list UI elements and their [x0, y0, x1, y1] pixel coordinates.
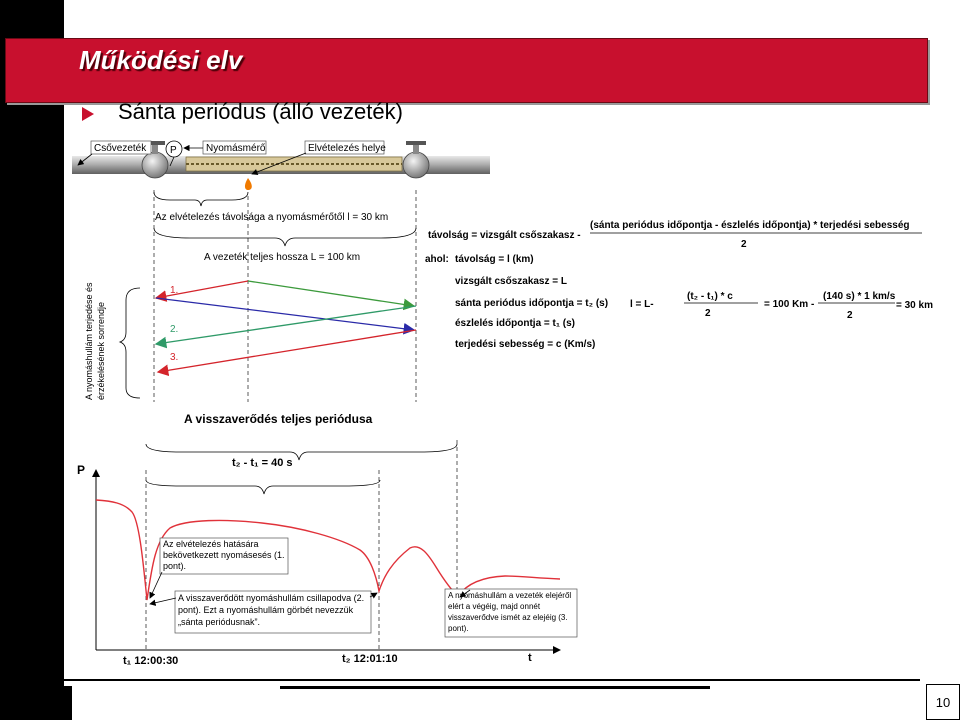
footer-rule — [64, 679, 920, 681]
t1-label: t₁ 12:00:30 — [123, 655, 179, 667]
gauge-label: Nyomásmérő — [206, 143, 266, 154]
total-length-label: A vezeték teljes hossza L = 100 km — [204, 252, 361, 263]
wave-arrow-3 — [158, 330, 416, 372]
vertical-axis-label — [84, 282, 106, 400]
def-t2: sánta periódus időpontja = t₂ (s) — [455, 298, 609, 309]
calc-frac2-den: 2 — [847, 310, 853, 321]
def-speed: terjedési sebesség = c (Km/s) — [455, 339, 596, 350]
pressure-symbol: P — [170, 145, 177, 156]
footer-block-left — [64, 686, 72, 720]
tap-label: Elvételezés helye — [308, 143, 386, 154]
x-axis-label: t — [528, 652, 532, 664]
formula-block — [425, 220, 933, 350]
leak-flame-icon — [245, 178, 252, 190]
t2-label: t₂ 12:01:10 — [342, 653, 398, 665]
page-number: 10 — [926, 684, 960, 720]
pipeline-diagram — [72, 141, 490, 402]
where-label: ahol: — [425, 254, 449, 265]
wave-arrow-green — [248, 281, 414, 306]
formula-numerator: (sánta periódus időpontja - észlelés időpontja) * terjedési sebesség — [590, 220, 910, 231]
svg-text:érzékelésének sorrendje: érzékelésének sorrendje — [96, 301, 106, 400]
note-3: A nyomáshullám a vezeték elejéről elért a végéig, majd onnét visszaverődve ismét az elejéig (3. pont). — [448, 591, 572, 633]
right-valve — [403, 141, 429, 178]
slide-subtitle: Sánta periódus (álló vezeték) — [118, 99, 403, 124]
def-t1: észlelés időpontja = t₁ (s) — [455, 318, 575, 329]
period-header: A visszaverődés teljes periódusa — [184, 412, 373, 426]
interval-label: t₂ - t₁ = 40 s — [232, 457, 293, 469]
slide-title: Működési elv — [79, 45, 243, 75]
calc-frac2-num: (140 s) * 1 km/s — [823, 291, 896, 302]
pressure-chart — [77, 412, 577, 667]
calc-frac1-den: 2 — [705, 308, 711, 319]
arrow-label-3: 3. — [170, 352, 179, 363]
def-distance: távolság = l (km) — [455, 254, 534, 265]
calc-mid: = 100 Km - — [764, 299, 815, 310]
formula-lhs: távolság = vizsgált csőszakasz - — [428, 230, 581, 241]
svg-text:A nyomáshullám terjedése és: A nyomáshullám terjedése és — [84, 282, 94, 400]
calc-frac1-num: (t₂ - t₁) * c — [687, 291, 733, 302]
note-1: Az elvételezés hatására bekövetkezett nyomásesés (1. pont). — [163, 539, 285, 571]
formula-denominator: 2 — [741, 239, 747, 250]
note-2: A visszaverődött nyomáshullám csillapodva (2. pont). Ezt a nyomáshullám görbét nevezzük „sánta periódusnak”. — [178, 593, 365, 627]
arrow-label-2: 2. — [170, 324, 179, 335]
pipe-label: Csővezeték — [94, 143, 147, 154]
def-section: vizsgált csőszakasz = L — [455, 276, 568, 287]
calc-lhs: l = L- — [630, 299, 654, 310]
y-axis-label: P — [77, 463, 86, 477]
tap-distance-label: Az elvételezés távolsága a nyomásmérőtől l = 30 km — [155, 212, 389, 223]
calc-result: = 30 km — [896, 300, 933, 311]
footer-block-mid — [280, 686, 710, 689]
arrow-label-1: 1. — [170, 285, 179, 296]
